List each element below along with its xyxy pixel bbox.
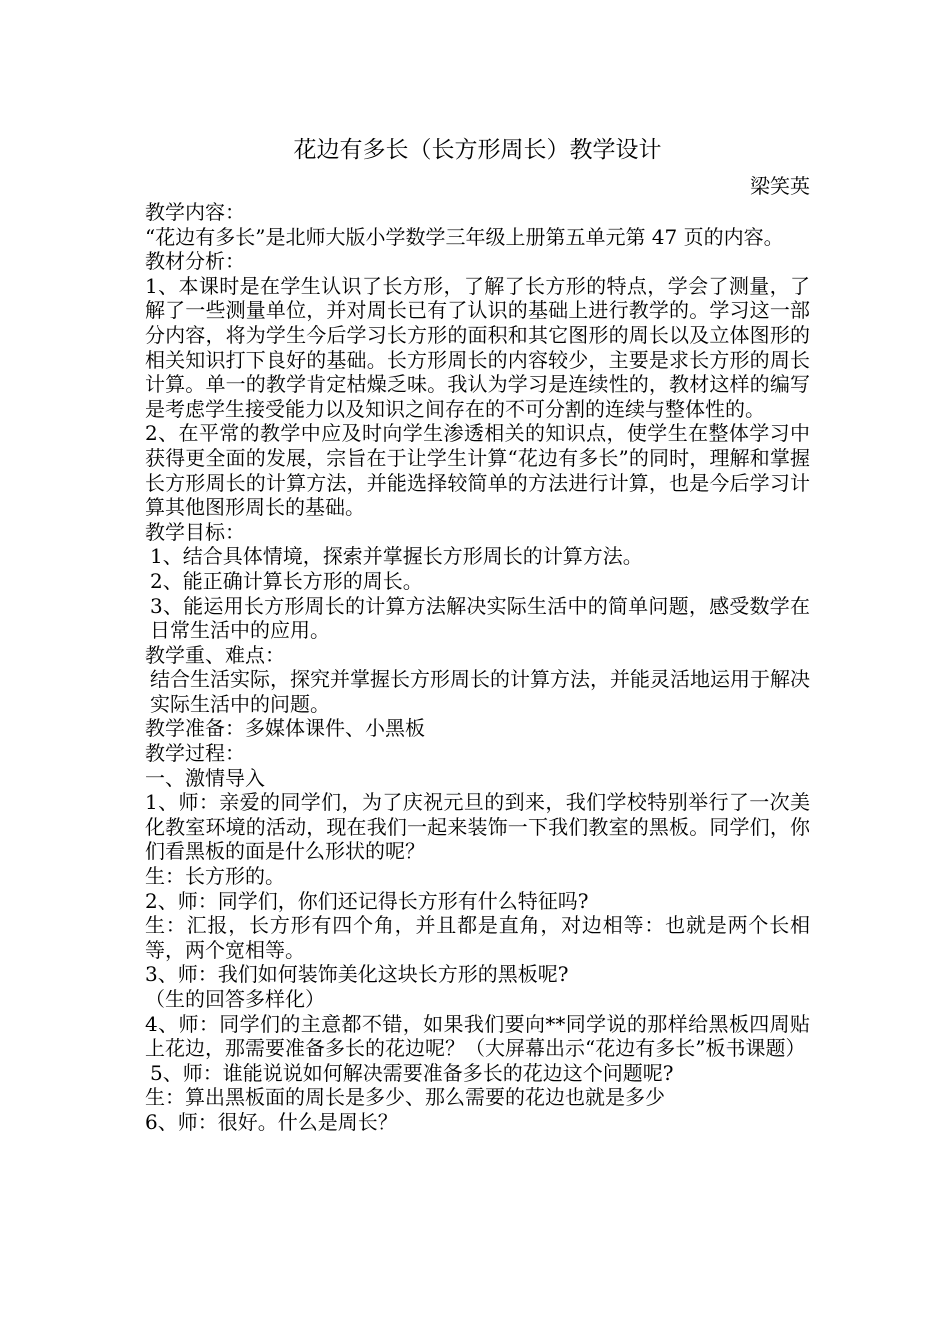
document-title: 花边有多长（长方形周长）教学设计 [293,137,662,163]
paragraph: 2、在平常的教学中应及时向学生渗透相关的知识点，使学生在整体学习中获得更全面的发展，宗旨在于让学生计算“花边有多长”的同时，理解和掌握长方形周长的计算方法，并能选择较简单的方法进行计算，也是今后学习计算其他图形周长的基础。 [145,421,810,520]
paragraph: 结合生活实际，探究并掌握长方形周长的计算方法，并能灵活地运用于解决实际生活中的问题。 [150,667,810,716]
objective-item: 1、结合具体情境，探索并掌握长方形周长的计算方法。 [150,544,643,569]
objective-item: 3、能运用长方形周长的计算方法解决实际生活中的简单问题，感受数学在日常生活中的应用。 [150,593,810,643]
paragraph: 生：汇报，长方形有四个角，并且都是直角，对边相等：也就是两个长相等，两个宽相等。 [145,913,810,962]
section-heading: 教学内容： [145,200,245,224]
paragraph: 生：长方形的。 [145,864,285,889]
paragraph: 1、师：亲爱的同学们，为了庆祝元旦的到来，我们学校特别举行了一次美化教室环境的活动，现在我们一起来装饰一下我们教室的黑板。同学们，你们看黑板的面是什么形状的呢？ [145,790,810,864]
paragraph: “花边有多长”是北师大版小学数学三年级上册第五单元第 47 页的内容。 [145,224,784,249]
document-body [145,200,810,1135]
paragraph: 5、师：谁能说说如何解决需要准备多长的花边这个问题呢? [150,1060,674,1085]
paragraph: （生的回答多样化） [145,987,325,1011]
author-name: 梁笑英 [750,174,810,198]
paragraph: 4、师：同学们的主意都不错，如果我们要向**同学说的那样给黑板四周贴上花边，那需要准备多长的花边呢？（大屏幕出示“花边有多长”板书课题） [145,1011,810,1061]
section-heading: 教学过程： [145,741,245,766]
section-heading: 教学目标： [145,519,245,544]
section-heading: 教材分析： [145,249,245,274]
paragraph: 6、师：很好。什么是周长？ [145,1109,398,1134]
subsection-heading: 一、激情导入 [145,765,265,790]
document-page [145,132,810,1135]
paragraph: 1、本课时是在学生认识了长方形，了解了长方形的特点，学会了测量，了解了一些测量单位，并对周长已有了认识的基础上进行教学的。学习这一部分内容，将为学生今后学习长方形的面积和其它图形的周长以及立体图形的相关知识打下良好的基础。长方形周长的内容较少，主要是求长方形的周长计算。单一的教学肯定枯燥乏味。我认为学习是连续性的，教材这样的编写是考虑学生接受能力以及知识之间存在的不可分割的连续与整体性的。 [145,273,810,421]
section-heading: 教学准备：多媒体课件、小黑板 [145,716,425,741]
paragraph: 3、师：我们如何装饰美化这块长方形的黑板呢? [145,962,569,987]
paragraph: 2、师：同学们，你们还记得长方形有什么特征吗? [145,888,589,913]
section-heading: 教学重、难点： [145,642,285,667]
objective-item: 2、能正确计算长方形的周长。 [150,568,423,593]
paragraph: 生：算出黑板面的周长是多少、那么需要的花边也就是多少 [145,1085,665,1110]
